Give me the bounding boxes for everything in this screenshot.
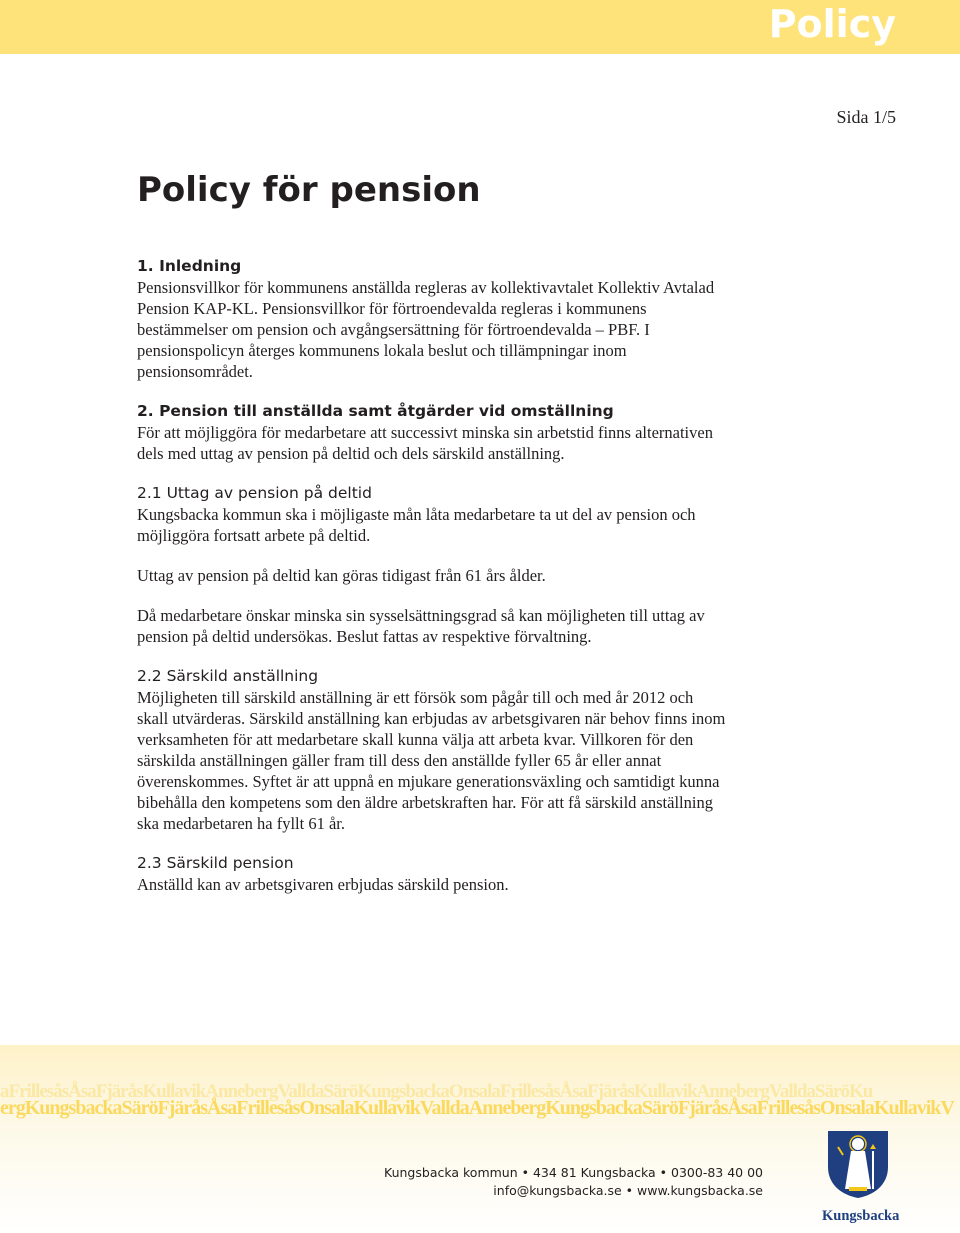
brand-name: Kungsbacka [822,1208,900,1224]
section-heading: 2.1 Uttag av pension på deltid [137,484,372,502]
header-bar [0,0,960,54]
section-uttag-pension [137,483,727,647]
section-paragraph: Möjligheten till särskild anställning är ett försök som pågår till och med år 2012 och skall utvärderas. Särskild anställning kan erbjudas av arbetsgivaren när behov finns inom verksamheten för att medarbetare skall kunna välja att arbeta kvar. Villkoren för den särskilda anställningen gäller fram till dess den anställde fyller 65 år eller annat överenskommes. Syftet är att uppnå en mjukare generationsväxling och samtidigt kunna bibehålla den kompetens som den äldre arbetskraften har. För att få särskild anställning ska medarbetaren ha fyllt 61 år. [137,688,726,833]
section-paragraph: Pensionsvillkor för kommunens anställda regleras av kollektivavtalet Kollektiv Avtalad Pension KAP-KL. Pensionsvillkor för förtroendevalda regleras i kommunens bestämmelser om pension och avgångsersättning för förtroendevalda – PBF. I pensionspolicyn återges kommunens lokala beslut och tillämpningar inom pensionsområdet. [137,278,715,381]
section-heading: 2.2 Särskild anställning [137,667,319,685]
town-names-ghost: aFrillesåsÅsaFjäråsKullavikAnnebergValldaSäröKungsbackaOnsalaFrillesåsÅsaFjäråsKullavikAnnebergValldaSäröKu [0,1081,873,1102]
section-paragraph: För att möjliggöra för medarbetare att successivt minska sin arbetstid finns alternativen dels med uttag av pension på deltid och dels särskild anställning. [137,423,713,463]
contact-web: info@kungsbacka.se • www.kungsbacka.se [493,1183,763,1198]
document-title: Policy för pension [137,170,481,210]
page-number: Sida 1/5 [836,107,896,127]
kungsbacka-crest-icon [818,1129,898,1199]
section-inledning [137,256,727,382]
section-paragraph: Anställd kan av arbetsgivaren erbjudas särskild pension. [137,875,509,894]
footer [0,1045,960,1233]
section-paragraph: Kungsbacka kommun ska i möjligaste mån låta medarbetare ta ut del av pension och möjliggöra fortsatt arbete på deltid. [137,505,696,545]
section-heading: 2. Pension till anställda samt åtgärder vid omställning [137,402,614,420]
document-body [137,168,727,914]
section-heading: 1. Inledning [137,257,242,275]
header-label: Policy [768,2,896,46]
town-names: ergKungsbackaSäröFjäråsÅsaFrillesåsOnsalaKullavikValldaAnnebergKungsbackaSäröFjäråsÅsaFrillesåsOnsalaKullavikV [0,1097,954,1119]
section-paragraph: Då medarbetare önskar minska sin sysselsättningsgrad så kan möjligheten till uttag av pension på deltid undersökas. Beslut fattas av respektive förvaltning. [137,606,705,646]
contact-address: Kungsbacka kommun • 434 81 Kungsbacka • 0300-83 40 00 [384,1165,763,1180]
section-pension-anstallda [137,401,727,464]
section-heading: 2.3 Särskild pension [137,854,294,872]
section-paragraph: Uttag av pension på deltid kan göras tidigast från 61 års ålder. [137,566,546,585]
section-sarskild-pension [137,853,727,895]
section-sarskild-anstallning [137,666,727,834]
